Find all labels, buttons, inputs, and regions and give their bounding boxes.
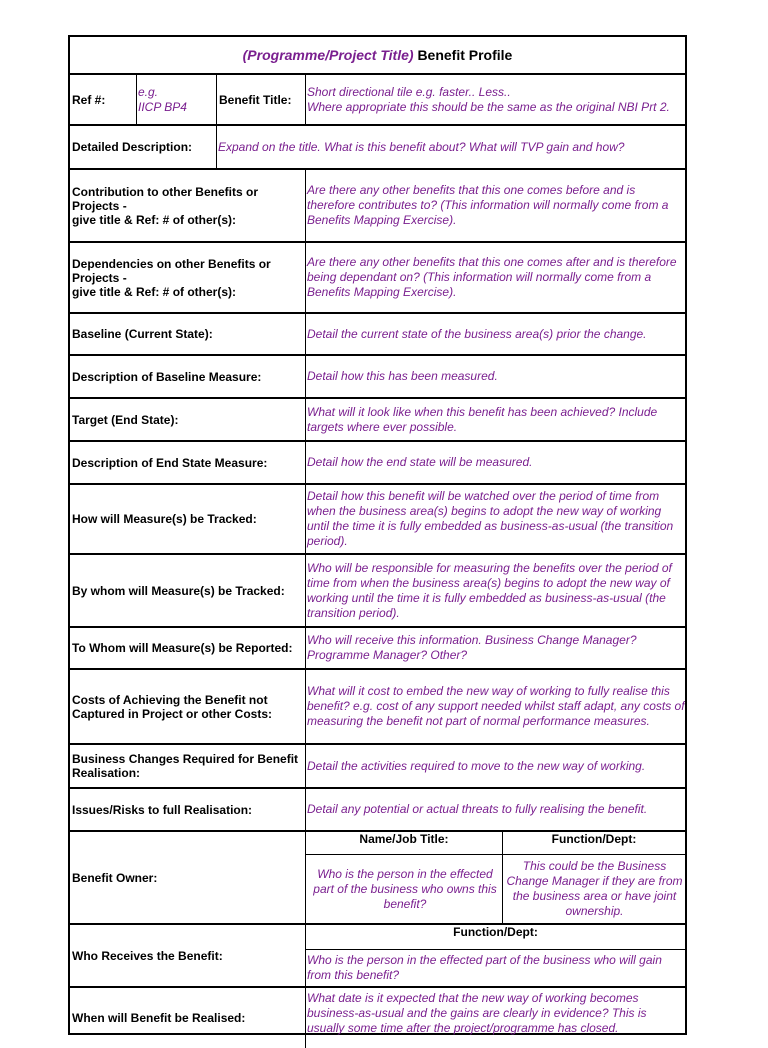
issues-row	[70, 789, 685, 832]
receives-function-header: Function/Dept:	[453, 925, 538, 939]
baseline-measure-label: Description of Baseline Measure:	[72, 369, 262, 384]
owner-block	[305, 832, 685, 923]
end-measure-label: Description of End State Measure:	[72, 455, 268, 470]
contribution-label: Contribution to other Benefits or Projects - give title & Ref: # of other(s):	[72, 184, 258, 227]
owner-row	[70, 832, 685, 925]
tracked-label: How will Measure(s) be Tracked:	[72, 512, 257, 526]
contribution-row	[70, 170, 685, 243]
baseline-measure-value: Detail how this has been measured.	[305, 356, 685, 397]
tracked-row	[70, 485, 685, 555]
detailed-description-row	[70, 126, 685, 170]
costs-value: What will it cost to embed the new way of working to fully realise this benefit? e.g. cost of any support needed whilst staff adapt, any costs of measuring the benefit not part of normal performance measures.	[305, 670, 685, 743]
tracked-value: Detail how this benefit will be watched over the period of time from when the business area(s) begins to adopt the new way of working until the time it is fully embedded as business-as-usual (the transition period).	[305, 485, 685, 553]
reported-row	[70, 628, 685, 670]
ref-row	[70, 75, 685, 126]
whom-tracked-label: By whom will Measure(s) be Tracked:	[72, 583, 285, 598]
baseline-row	[70, 314, 685, 356]
detailed-description-label: Detailed Description:	[72, 140, 193, 154]
ref-value: e.g. IICP BP4	[136, 75, 216, 124]
whom-tracked-value: Who will be responsible for measuring the benefits over the period of time from when the business area(s) begins to adopt the new way of working until the time it is fully embedded as business-as-usual (the transition period).	[305, 555, 685, 626]
reported-label: To Whom will Measure(s) be Reported:	[72, 641, 293, 655]
benefit-title-value: Short directional tile e.g. faster.. Less.. Where appropriate this should be the same as the original NBI Prt 2.	[305, 75, 685, 124]
owner-function-value: This could be the Business Change Manager if they are from the business area or have joint ownership.	[502, 855, 685, 923]
dependencies-value: Are there any other benefits that this one comes after and is therefore being dependant on? (This information will normally come from a Benefits Mapping Exercise).	[305, 243, 685, 312]
page-title	[70, 37, 685, 73]
when-label: When will Benefit be Realised:	[72, 1011, 246, 1025]
when-value: What date is it expected that the new way of working becomes business-as-usual and the gains are clearly in evidence? This is usually some time after the project/programme has closed.	[305, 988, 685, 1048]
form-title: Benefit Profile	[417, 47, 513, 63]
benefit-title-label: Benefit Title:	[216, 75, 305, 124]
changes-value: Detail the activities required to move to the new way of working.	[305, 745, 685, 787]
title-row	[70, 37, 685, 75]
ref-label: Ref #:	[72, 92, 106, 107]
receives-value: Who is the person in the effected part of the business who will gain from this benefit?	[307, 953, 662, 982]
receives-row	[70, 925, 685, 988]
receives-block	[305, 925, 685, 986]
receives-label: Who Receives the Benefit:	[72, 948, 223, 963]
contribution-value: Are there any other benefits that this one comes before and is therefore contributes to? (This information will normally come from a Benefits Mapping Exercise).	[305, 170, 685, 241]
target-label: Target (End State):	[72, 412, 179, 427]
issues-value: Detail any potential or actual threats to fully realising the benefit.	[305, 789, 685, 830]
baseline-value: Detail the current state of the business area(s) prior the change.	[305, 314, 685, 354]
issues-label: Issues/Risks to full Realisation:	[72, 802, 253, 817]
programme-title-placeholder: (Programme/Project Title)	[242, 47, 414, 63]
baseline-measure-row	[70, 356, 685, 399]
baseline-label: Baseline (Current State):	[72, 327, 213, 341]
benefit-profile-form	[68, 35, 687, 1035]
costs-row	[70, 670, 685, 745]
owner-function-header: Function/Dept:	[502, 832, 685, 854]
changes-row	[70, 745, 685, 789]
dependencies-label: Dependencies on other Benefits or Projects - give title & Ref: # of other(s):	[72, 256, 271, 299]
reported-value: Who will receive this information. Business Change Manager? Programme Manager? Other?	[305, 628, 685, 668]
target-value: What will it look like when this benefit has been achieved? Include targets where ever possible.	[305, 399, 685, 440]
target-row	[70, 399, 685, 442]
end-measure-row	[70, 442, 685, 485]
costs-label: Costs of Achieving the Benefit not Captured in Project or other Costs:	[72, 692, 273, 721]
changes-label: Business Changes Required for Benefit Realisation:	[72, 752, 299, 780]
dependencies-row	[70, 243, 685, 314]
whom-tracked-row	[70, 555, 685, 628]
end-measure-value: Detail how the end state will be measured.	[305, 442, 685, 483]
when-row	[70, 988, 685, 1048]
owner-name-header: Name/Job Title:	[359, 832, 449, 846]
detailed-description-value: Expand on the title. What is this benefit about? What will TVP gain and how?	[216, 126, 685, 168]
owner-name-value: Who is the person in the effected part of the business who owns this benefit?	[313, 866, 497, 911]
owner-label: Benefit Owner:	[72, 870, 158, 885]
